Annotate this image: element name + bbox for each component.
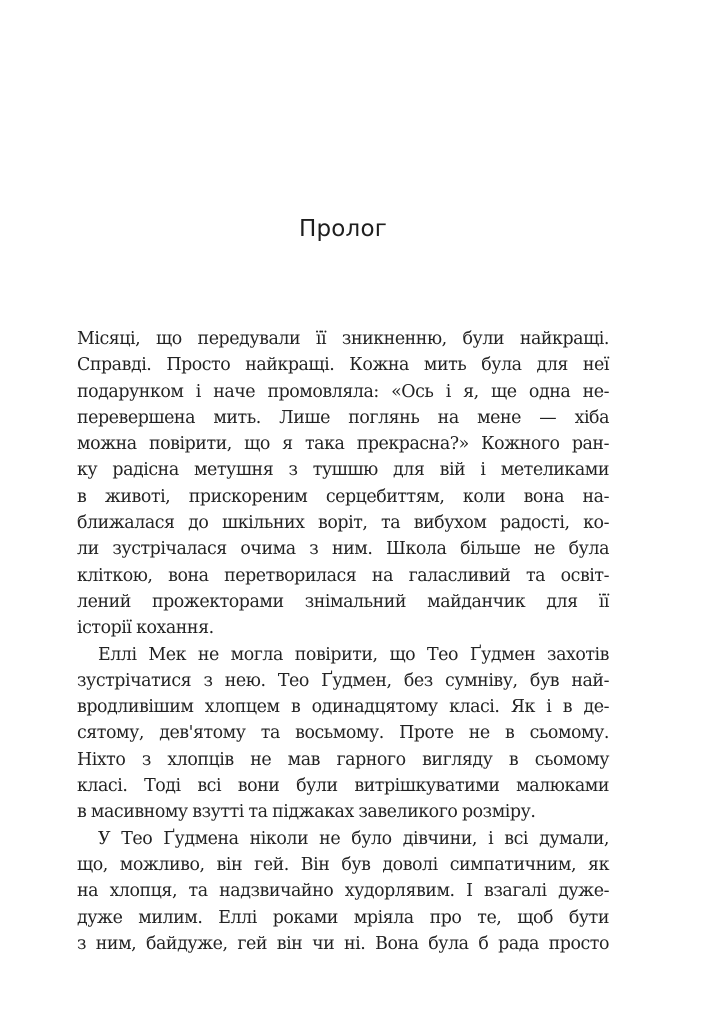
text-line: кліткою, вона перетворилася на галасливий та освіт- xyxy=(77,565,609,586)
text-line: класі. Тоді всі вони були витрішкуватими малюками xyxy=(77,776,609,797)
text-line: дуже милим. Еллі роками мріяла про те, щоб бути xyxy=(77,907,609,928)
text-line: ли зустрічалася очима з ним. Школа більше не була xyxy=(77,539,609,560)
text-line: Справді. Просто найкращі. Кожна мить була для неї xyxy=(77,355,609,376)
text-line: вродливішим хлопцем в одинадцятому класі. Як і в де- xyxy=(77,697,609,718)
text-line: ближалася до шкільних воріт, та вибухом радості, ко- xyxy=(77,513,609,534)
text-line: перевершена мить. Лише поглянь на мене — хіба xyxy=(77,407,609,428)
text-line: що, можливо, він гей. Він був доволі симпатичним, як xyxy=(77,854,609,875)
text-line: історії кохання. xyxy=(77,618,214,639)
text-line: зустрічатися з нею. Тео Ґудмен, без сумніву, був най- xyxy=(77,670,609,691)
text-line: можна повірити, що я така прекрасна?» Кожного ран- xyxy=(77,434,609,455)
text-line: лений прожекторами знімальний майданчик для її xyxy=(77,591,609,612)
text-line: в животі, прискореним серцебиттям, коли вона на- xyxy=(77,486,609,507)
text-line: в масивному взутті та піджаках завеликого розміру. xyxy=(77,802,536,823)
text-line: Місяці, що передували її зникненню, були найкращі. xyxy=(77,329,609,349)
text-line: У Тео Ґудмена ніколи не було дівчини, і всі думали, xyxy=(98,828,609,849)
text-line: з ним, байдуже, гей він чи ні. Вона була б рада просто xyxy=(77,933,609,954)
text-line: на хлопця, та надзвичайно худорлявим. І взагалі дуже- xyxy=(77,881,609,902)
text-line: подарунком і наче промовляла: «Ось і я, ще одна не- xyxy=(77,381,609,402)
text-line: сятому, дев'ятому та восьмому. Проте не в сьомому. xyxy=(77,723,609,744)
body-text xyxy=(77,326,609,957)
text-line: Еллі Мек не могла повірити, що Тео Ґудмен захотів xyxy=(98,644,609,665)
text-line: ку радісна метушня з тушшю для вій і метеликами xyxy=(77,460,609,481)
text-line: Ніхто з хлопців не мав гарного вигляду в сьомому xyxy=(77,749,609,770)
chapter-title: Пролог xyxy=(298,216,388,242)
